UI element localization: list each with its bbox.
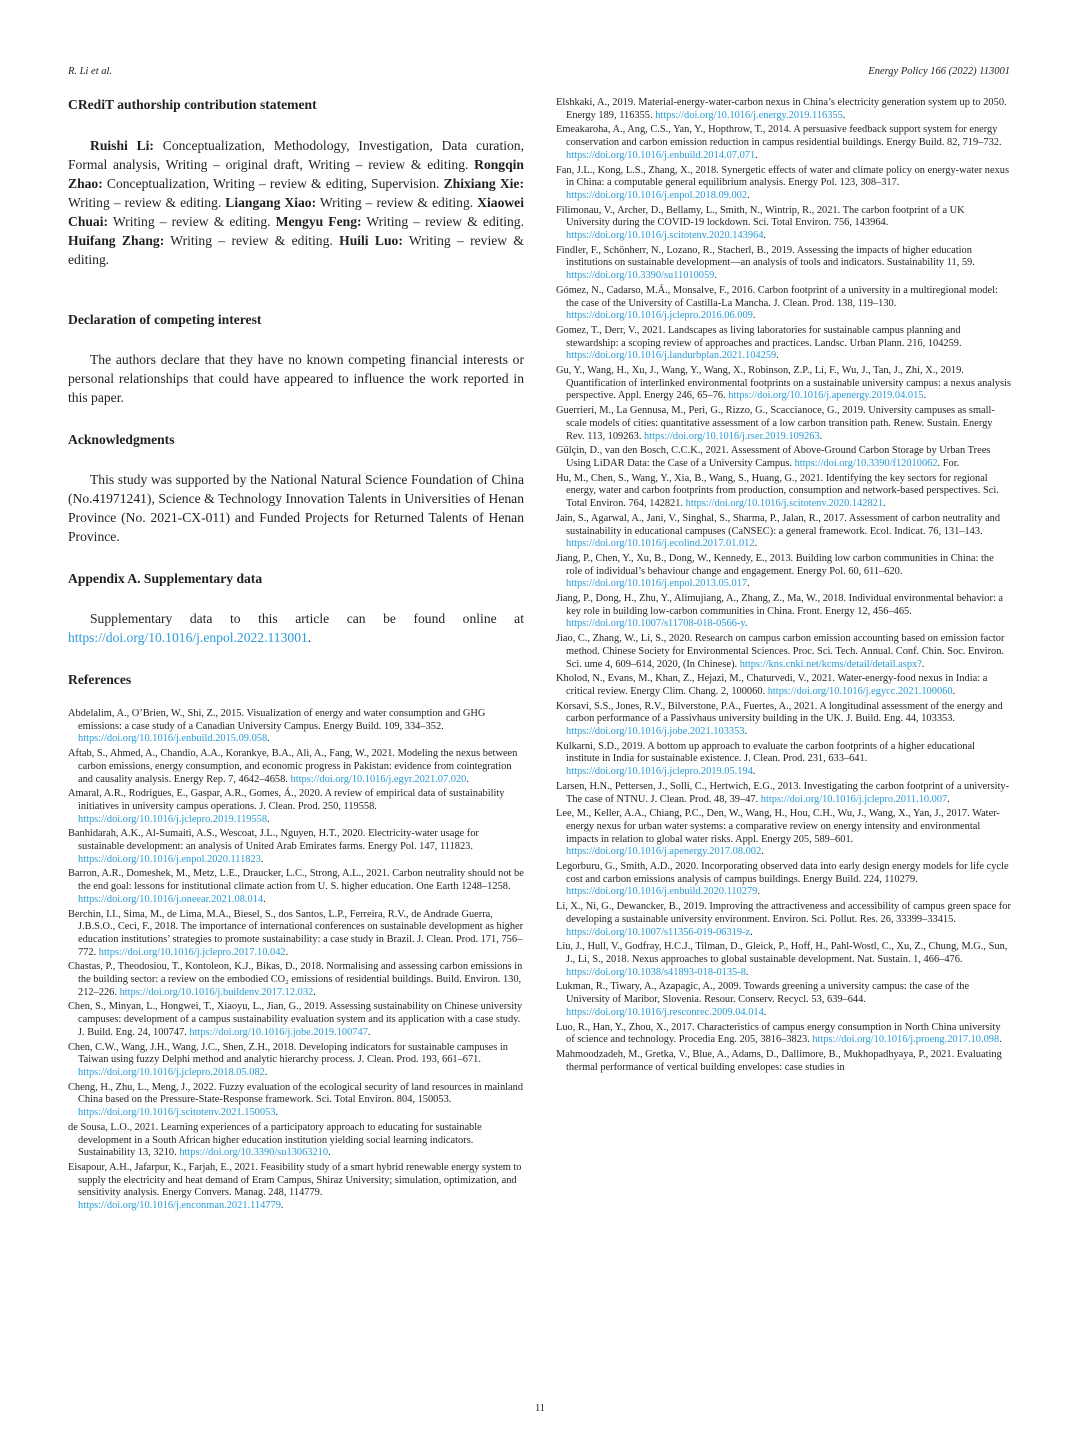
reference-end: . bbox=[763, 230, 767, 242]
reference-entry bbox=[68, 961, 524, 999]
reference-doi-link[interactable]: https://doi.org/10.1016/j.ecolind.2017.01.012 bbox=[566, 538, 755, 550]
reference-text: Elshkaki, A., 2019. Material-energy-water-carbon nexus in China’s electricity generation system up to 2050. Energy 189, 116355. bbox=[556, 97, 1007, 121]
reference-entry bbox=[556, 513, 1011, 551]
declaration-text: The authors declare that they have no known competing financial interests or personal relationships that could have appeared to influence the work reported in this paper. bbox=[68, 352, 524, 405]
reference-entry bbox=[556, 901, 1011, 939]
reference-doi-link[interactable]: https://doi.org/10.1007/s11356-019-06319-z bbox=[566, 926, 751, 938]
reference-entry bbox=[556, 1049, 1011, 1074]
reference-doi-link[interactable]: https://doi.org/10.3390/su11010059 bbox=[566, 270, 715, 282]
reference-doi-link[interactable]: https://doi.org/10.1016/j.buildenv.2017.12.032 bbox=[119, 986, 314, 998]
appendix-text-end: . bbox=[307, 630, 312, 645]
reference-end: . bbox=[367, 1026, 371, 1038]
reference-text: Gomez, T., Derr, V., 2021. Landscapes as living laboratories for sustainable campus planning and stewardship: a scoping review of approaches and practices. Landsc. Urban Plann. 216, 104259. bbox=[556, 324, 962, 349]
credit-author-name: Huili Luo: bbox=[339, 233, 403, 248]
reference-text: Banhidarah, A.K., Al-Sumaiti, A.S., Wescoat, J.L., Nguyen, H.T., 2020. Electricity-water usage for sustainable development: an analysis of United Arab Emirates farms. Energy Pol. 147, 111823. bbox=[68, 828, 479, 853]
reference-end: . bbox=[263, 893, 266, 905]
reference-doi-link[interactable]: https://doi.org/10.1007/s11708-018-0566-y bbox=[566, 618, 745, 630]
reference-entry bbox=[68, 828, 524, 866]
reference-entry bbox=[556, 941, 1011, 979]
reference-doi-link[interactable]: https://doi.org/10.1016/j.enbuild.2020.110279 bbox=[566, 886, 758, 898]
reference-end: . bbox=[947, 793, 950, 805]
reference-text: Korsavi, S.S., Jones, R.V., Bilverstone, P.A., Fuertes, A., 2021. A longitudinal assessment of the energy and carbon performance of a Passivhaus university building in the UK. J. Build. Eng. 44, 103353. bbox=[556, 700, 1003, 725]
reference-text: Luo, R., Han, Y., Zhou, X., 2017. Characteristics of campus energy consumption in North China university of science and technology. Procedia Eng. 205, 3816–3823. bbox=[556, 1021, 1001, 1046]
reference-text: Liu, J., Hull, V., Godfray, H.C.J., Tilman, D., Gleick, P., Hoff, H., Pahl-Wostl, C., Xu, Z., Chung, M.G., Sun, J., Li, S., 2018. Nexus approaches to global sustainable development. Nat. Sustain. 1, 466–476. bbox=[556, 941, 1008, 965]
page-number: 11 bbox=[534, 1403, 546, 1414]
reference-doi-link[interactable]: https://kns.cnki.net/kcms/detail/detail.aspx? bbox=[739, 658, 922, 670]
credit-author-roles: Writing – review & editing. bbox=[68, 195, 226, 210]
reference-text: Barron, A.R., Domeshek, M., Metz, L.E., Draucker, L.C., Strong, A.L., 2021. Carbon neutrality should not be the end goal: lessons for institutional climate action from U. S. higher education. One Earth 1248–1258. bbox=[68, 868, 524, 893]
credit-author-roles: Writing – review & editing. bbox=[164, 233, 340, 248]
reference-text: Jain, S., Agarwal, A., Jani, V., Singhal, S., Sharma, P., Jalan, R., 2017. Assessment of carbon neutrality and sustainability in educational campuses (CaNSEC): a general framework. Ecol. Indicat. 76, 131–143. bbox=[556, 512, 1001, 537]
supplementary-data-link[interactable]: https://doi.org/10.1016/j.enpol.2022.113001 bbox=[68, 630, 308, 645]
reference-end: . bbox=[757, 886, 760, 898]
reference-end: . bbox=[280, 1200, 284, 1212]
reference-end: . bbox=[267, 733, 270, 745]
credit-section bbox=[68, 96, 524, 269]
declaration-section bbox=[68, 311, 524, 407]
reference-entry bbox=[68, 788, 524, 826]
acknowledgments-section bbox=[68, 431, 524, 546]
reference-doi-link[interactable]: https://doi.org/10.1016/j.proeng.2017.10.098 bbox=[812, 1034, 1000, 1046]
reference-entry bbox=[556, 808, 1011, 859]
reference-entry bbox=[556, 97, 1011, 122]
reference-doi-link[interactable]: https://doi.org/10.1016/j.jobe.2019.100747 bbox=[189, 1026, 368, 1038]
running-header-authors: R. Li et al. bbox=[68, 66, 113, 77]
reference-end: . bbox=[921, 658, 925, 670]
reference-doi-link[interactable]: https://doi.org/10.1016/j.resconrec.2009.04.014 bbox=[566, 1006, 764, 1018]
credit-author-name: Huifang Zhang: bbox=[68, 233, 165, 248]
reference-entry bbox=[556, 405, 1011, 443]
reference-text: Jiao, C., Zhang, W., Li, S., 2020. Research on campus carbon emission accounting based on emission factor method. Chinese Society for Environmental Sciences. Proc. Sci. Tech. Annual. Conf. Chin. Soc. Environ. Sci. ume 4, 609–614, 2020, (In Chinese). bbox=[556, 633, 1005, 670]
reference-entry bbox=[68, 909, 524, 960]
reference-text: Berchin, I.I., Sima, M., de Lima, M.A., Biesel, S., dos Santos, L.P., Ferreira, R.V., de Andrade Guerra, J.B.S.O., Ceci, F., 2018. The importance of international conferences on sustainable development as higher education institutions’ strategies to promote sustainability: a case study in Brazil. J. Clean. Prod. 171, 756–772. bbox=[68, 908, 524, 958]
reference-entry bbox=[556, 553, 1011, 591]
reference-doi-link[interactable]: https://doi.org/10.1016/j.jclepro.2017.10.042 bbox=[98, 946, 286, 958]
reference-entry bbox=[556, 781, 1011, 806]
reference-end: . bbox=[313, 986, 316, 998]
reference-entry bbox=[556, 325, 1011, 363]
credit-author-name: Zhixiang Xie: bbox=[443, 176, 524, 191]
reference-end: . bbox=[466, 773, 469, 785]
reference-doi-link[interactable]: https://doi.org/10.1016/j.energy.2019.116355 bbox=[655, 109, 843, 121]
reference-text: Mahmoodzadeh, M., Gretka, V., Blue, A., Adams, D., Dallimore, B., Mukhopadhyaya, P., 2021. Evaluating thermal performance of vertical building envelopes: case studies in bbox=[556, 1048, 1002, 1073]
reference-end: . bbox=[275, 1107, 279, 1119]
reference-entry bbox=[556, 245, 1011, 283]
credit-author-roles: Conceptualization, Methodology, Investigation, Data curation, Formal analysis, Writing – original draft, Writing – review & editing. bbox=[68, 138, 524, 172]
reference-entry bbox=[68, 1122, 524, 1160]
reference-entry bbox=[556, 673, 1011, 698]
reference-text: Chen, S., Minyan, L., Hongwei, T., Xiaoyu, L., Jian, G., 2019. Assessing sustainability on Chinese university campuses: development of a campus sustainability evaluation system and its application with a case study. J. Build. Eng. 24, 100747. bbox=[68, 1001, 523, 1038]
reference-doi-link[interactable]: https://doi.org/10.1016/j.enbuild.2015.09.058 bbox=[78, 733, 268, 745]
reference-doi-link[interactable]: https://doi.org/10.1016/j.enpol.2018.09.002 bbox=[566, 189, 748, 201]
reference-end: . bbox=[842, 109, 846, 121]
reference-doi-link[interactable]: https://doi.org/10.1016/j.scitotenv.2020.142821 bbox=[685, 498, 884, 510]
left-column bbox=[68, 96, 524, 1215]
reference-end: . bbox=[752, 766, 756, 778]
reference-entry bbox=[556, 124, 1011, 162]
reference-doi-link[interactable]: https://doi.org/10.1016/j.jclepro.2018.05.082 bbox=[78, 1066, 265, 1078]
references-list-left bbox=[68, 708, 524, 1213]
credit-author-roles: Writing – review & editing. bbox=[361, 214, 525, 229]
reference-end: . bbox=[952, 685, 956, 697]
reference-entry bbox=[68, 868, 524, 906]
reference-end: . bbox=[819, 430, 823, 442]
reference-entry bbox=[556, 365, 1011, 403]
reference-doi-link[interactable]: https://doi.org/10.1016/j.jclepro.2011.10.007 bbox=[760, 793, 948, 805]
reference-end: . bbox=[755, 149, 758, 161]
reference-doi-link[interactable]: https://doi.org/10.1016/j.scitotenv.2021.150053 bbox=[78, 1107, 276, 1119]
reference-end: . bbox=[750, 926, 753, 938]
acknowledgments-heading: Acknowledgments bbox=[68, 432, 175, 447]
reference-end: . bbox=[714, 270, 717, 282]
reference-end: . bbox=[260, 853, 264, 865]
running-header-journal: Energy Policy 166 (2022) 113001 bbox=[868, 66, 1010, 77]
credit-author-name: Ruishi Li: bbox=[90, 138, 154, 153]
reference-doi-link[interactable]: https://doi.org/10.1016/j.enconman.2021.114779 bbox=[78, 1200, 281, 1212]
reference-doi-link[interactable]: https://doi.org/10.1016/j.jclepro.2019.119558 bbox=[78, 813, 268, 825]
reference-text: Hu, M., Chen, S., Wang, Y., Xia, B., Wang, S., Huang, G., 2021. Identifying the key sectors for regional energy, water and carbon footprints from production, consumption and network-based perspectives. Sci. Total Environ. 764, 142821. bbox=[556, 472, 999, 510]
reference-text: Gómez, N., Cadarso, M.Á., Monsalve, F., 2016. Carbon footprint of a university in a multiregional model: the case of the University of Castilla-La Mancha. J. Clean. Prod. 138, 119–130. bbox=[556, 284, 998, 309]
credit-author-name: Mengyu Feng: bbox=[275, 214, 362, 229]
reference-text: Emeakaroha, A., Ang, C.S., Yan, Y., Hopthrow, T., 2014. A persuasive feedback support system for energy conservation and carbon emission reduction in campus residential buildings. Energy Build. 82, 719–732. bbox=[556, 124, 1002, 149]
reference-end: . bbox=[328, 1147, 331, 1159]
reference-end: . bbox=[264, 1066, 268, 1078]
reference-doi-link[interactable]: https://doi.org/10.1016/j.enpol.2013.05.017 bbox=[566, 578, 748, 590]
acknowledgments-text: This study was supported by the National Natural Science Foundation of China (No.41971241), Science & Technology Innovation Talents in Universities of Henan Province (No. 2021-CX-011) and Funded Projects for Returned Talents of Henan Province. bbox=[68, 472, 524, 544]
reference-text: Findler, F., Schönherr, N., Lozano, R., Stacherl, B., 2019. Assessing the impacts of higher education institutions on sustainable development—an analysis of tools and indicators. Sustainability 11, 59. bbox=[556, 244, 975, 269]
reference-entry bbox=[68, 1162, 524, 1213]
reference-doi-link[interactable]: https://doi.org/10.1038/s41893-018-0135-8 bbox=[566, 966, 746, 978]
reference-text: Gu, Y., Wang, H., Xu, J., Wang, Y., Wang, X., Robinson, Z.P., Li, F., Wu, J., Tan, J., Zhi, X., 2019. Quantification of interlinked environmental footprints on a sustainable university campus: a nexus analysis perspective. Appl. Energy 246, 65–76. bbox=[556, 365, 1011, 402]
appendix-text bbox=[68, 609, 524, 647]
reference-doi-link[interactable]: https://doi.org/10.1016/j.enpol.2020.111823 bbox=[78, 853, 261, 865]
appendix-heading: Appendix A. Supplementary data bbox=[68, 571, 263, 586]
reference-end: . bbox=[744, 726, 748, 738]
reference-text: Cheng, H., Zhu, L., Meng, J., 2022. Fuzzy evaluation of the ecological security of land resources in mainland China based on the Pressure-State-Response framework. Sci. Total Environ. 804, 150053. bbox=[68, 1081, 524, 1106]
reference-doi-link[interactable]: https://doi.org/10.1016/j.enbuild.2014.07.071 bbox=[566, 149, 756, 161]
reference-doi-link[interactable]: https://doi.org/10.1016/j.scitotenv.2020.143964 bbox=[566, 230, 764, 242]
reference-doi-link[interactable]: https://doi.org/10.3390/f12010062 bbox=[794, 457, 938, 469]
reference-entry bbox=[68, 748, 524, 786]
reference-end: . bbox=[923, 390, 927, 402]
reference-text: Amaral, A.R., Rodrigues, E., Gaspar, A.R., Gomes, Á., 2020. A review of empirical data of sustainability initiatives in university campus operations. J. Clean. Prod. 250, 119558. bbox=[68, 788, 505, 812]
credit-author-roles: Conceptualization, Writing – review & editing, Supervision. bbox=[102, 176, 444, 191]
reference-entry bbox=[556, 593, 1011, 631]
reference-text: Lukman, R., Tiwary, A., Azapagic, A., 2009. Towards greening a university campus: the case of the University of Maribor, Slovenia. Resour. Conserv. Recycl. 53, 639–644. bbox=[556, 981, 970, 1006]
reference-entry bbox=[556, 701, 1011, 739]
credit-author-name: Xiaowei Chuai: bbox=[68, 195, 524, 229]
credit-author-roles: Writing – review & editing. bbox=[108, 214, 276, 229]
reference-text: Abdelalim, A., O’Brien, W., Shi, Z., 2015. Visualization of energy and water consumption and GHG emissions: a case study of a Canadian University Campus. Energy Build. 109, 334–352. bbox=[68, 708, 486, 732]
declaration-heading: Declaration of competing interest bbox=[68, 312, 262, 327]
reference-entry bbox=[556, 445, 1011, 470]
reference-entry bbox=[68, 1082, 524, 1120]
reference-entry bbox=[556, 633, 1011, 671]
reference-end: . bbox=[285, 946, 289, 958]
reference-text: Li, X., Ni, G., Dewancker, B., 2019. Improving the attractiveness and accessibility of campus green space for developing a sustainable university environment. Environ. Sci. Pollut. Res. 26, 33399–33415. bbox=[556, 901, 1011, 925]
reference-end: . bbox=[761, 846, 764, 858]
right-column bbox=[556, 97, 1011, 1076]
reference-text: Aftab, S., Ahmed, A., Chandio, A.A., Korankye, B.A., Ali, A., Fang, W., 2021. Modeling the nexus between carbon emissions, energy consumption, and economic progress in Pakistan: evidence from cointegration and causality analysis. Energy Rep. 7, 4642–4658. bbox=[68, 748, 518, 785]
reference-doi-link[interactable]: https://doi.org/10.1016/j.apenergy.2019.04.015 bbox=[728, 390, 924, 402]
reference-entry bbox=[556, 473, 1011, 511]
credit-heading: CRediT authorship contribution statement bbox=[68, 97, 317, 112]
reference-doi-link[interactable]: https://doi.org/10.1016/j.oneear.2021.08.014 bbox=[78, 893, 264, 905]
reference-end: . bbox=[883, 498, 886, 510]
credit-author-roles: Writing – review & editing. bbox=[68, 233, 524, 267]
reference-entry bbox=[556, 741, 1011, 779]
reference-text: Chastas, P., Theodosiou, T., Kontoleon, K.J., Bikas, D., 2018. Normalising and assessing carbon emissions in the building sector: a review on the embodied CO₂ emissions of residential buildings. Build. Environ. 130, 212–226. bbox=[68, 961, 523, 998]
credit-author-name: Rongqin Zhao: bbox=[68, 157, 524, 191]
reference-entry bbox=[68, 1042, 524, 1080]
appendix-section bbox=[68, 570, 524, 647]
reference-doi-link[interactable]: https://doi.org/10.1016/j.jclepro.2016.06.009 bbox=[566, 310, 753, 322]
reference-text: Jiang, P., Chen, Y., Xu, B., Dong, W., Kennedy, E., 2013. Building low carbon communities in China: the role of individual’s behaviour change and engagement. Energy Pol. 60, 611–620. bbox=[556, 552, 994, 577]
reference-text: Legorburu, G., Smith, A.D., 2020. Incorporating observed data into early design energy models for life cycle cost and carbon emissions analysis of campus buildings. Energy Build. 224, 110279. bbox=[556, 861, 1009, 885]
reference-doi-link[interactable]: https://doi.org/10.1016/j.rser.2019.109263 bbox=[644, 430, 820, 442]
reference-text: Kholod, N., Evans, M., Khan, Z., Hejazi, M., Chaturvedi, V., 2021. Water-energy-food nexus in India: a critical review. Energy Clim. Chang. 2, 100060. bbox=[556, 673, 988, 697]
reference-entry bbox=[556, 861, 1011, 899]
reference-entry bbox=[556, 205, 1011, 243]
reference-end: . For. bbox=[937, 457, 960, 469]
reference-doi-link[interactable]: https://doi.org/10.1016/j.jclepro.2019.05.194 bbox=[566, 766, 753, 778]
reference-end: . bbox=[776, 350, 779, 362]
reference-end: . bbox=[747, 578, 750, 590]
reference-entry bbox=[68, 1001, 524, 1039]
reference-text: Eisapour, A.H., Jafarpur, K., Farjah, E., 2021. Feasibility study of a smart hybrid renewable energy system to supply the electricity and heat demand of Eram Campus, Shiraz University; simulation, optimization, and sensitivity analysis. Energy Convers. Manag. 248, 114779. bbox=[68, 1161, 522, 1199]
appendix-text-lead: Supplementary data to this article can be found online at bbox=[90, 611, 524, 626]
reference-entry bbox=[556, 1022, 1011, 1047]
reference-end: . bbox=[267, 813, 270, 825]
reference-text: Chen, C.W., Wang, J.H., Wang, J.C., Shen, Z.H., 2018. Developing indicators for sustainable campuses in Taiwan using fuzzy Delphi method and analytic hierarchy process. J. Clean. Prod. 193, 661–671. bbox=[68, 1041, 508, 1066]
reference-end: . bbox=[747, 189, 750, 201]
credit-author-name: Liangang Xiao: bbox=[225, 195, 317, 210]
credit-author-roles: Writing – review & editing. bbox=[316, 195, 478, 210]
reference-text: Gülçin, D., van den Bosch, C.C.K., 2021. Assessment of Above-Ground Carbon Storage by Urban Trees Using LiDAR Data: the Case of a University Campus. bbox=[556, 445, 991, 469]
credit-statement bbox=[68, 136, 524, 269]
reference-end: . bbox=[754, 538, 758, 550]
reference-doi-link[interactable]: https://doi.org/10.1016/j.egyr.2021.07.020 bbox=[290, 773, 467, 785]
references-list-right bbox=[556, 97, 1011, 1074]
reference-end: . bbox=[752, 310, 756, 322]
reference-end: . bbox=[763, 1006, 767, 1018]
reference-doi-link[interactable]: https://doi.org/10.1016/j.jobe.2021.103353 bbox=[566, 726, 745, 738]
reference-text: de Sousa, L.O., 2021. Learning experiences of a participatory approach to educating for sustainable development in a South African higher education institution yielding social learning indicators. Sustainability 13, 3210. bbox=[68, 1121, 482, 1159]
reference-text: Fan, J.L., Kong, L.S., Zhang, X., 2018. Synergetic effects of water and climate policy on energy-water nexus in China: a computable general equilibrium analysis. Energy Pol. 123, 308–317. bbox=[556, 164, 1010, 189]
reference-end: . bbox=[745, 966, 749, 978]
references-section bbox=[68, 671, 524, 1213]
reference-entry bbox=[556, 165, 1011, 203]
reference-text: Lee, M., Keller, A.A., Chiang, P.C., Den, W., Wang, H., Hou, C.H., Wu, J., Wang, X., Yan, J., 2017. Water-energy nexus for urban water systems: a comparative review on energy intensity and environmental impacts in relation to global water risks. Appl. Energy 205, 589–601. bbox=[556, 808, 1000, 845]
references-heading: References bbox=[68, 672, 132, 687]
reference-text: Jiang, P., Dong, H., Zhu, Y., Alimujiang, A., Zhang, Z., Ma, W., 2018. Individual environmental behavior: a key role in building low-carbon communities in China. Front. Energy 12, 456–465. bbox=[556, 593, 1004, 617]
reference-doi-link[interactable]: https://doi.org/10.1016/j.apenergy.2017.08.002 bbox=[566, 846, 762, 858]
reference-doi-link[interactable]: https://doi.org/10.1016/j.egycc.2021.100060 bbox=[767, 685, 953, 697]
reference-doi-link[interactable]: https://doi.org/10.3390/su13063210 bbox=[179, 1147, 329, 1159]
reference-entry bbox=[556, 285, 1011, 323]
reference-end: . bbox=[744, 618, 748, 630]
reference-text: Kulkarni, S.D., 2019. A bottom up approach to evaluate the carbon footprints of a higher educational institute in India for sustainable existence. J. Clean. Prod. 231, 633–641. bbox=[556, 740, 975, 765]
reference-end: . bbox=[999, 1034, 1002, 1046]
reference-entry bbox=[68, 708, 524, 746]
reference-doi-link[interactable]: https://doi.org/10.1016/j.landurbplan.2021.104259 bbox=[566, 350, 777, 362]
reference-entry bbox=[556, 981, 1011, 1019]
reference-text: Filimonau, V., Archer, D., Bellamy, L., Smith, N., Wintrip, R., 2021. The carbon footprint of a UK University during the COVID-19 lockdown. Sci. Total Environ. 756, 143964. bbox=[556, 204, 965, 229]
reference-text: Guerrieri, M., La Gennusa, M., Peri, G., Rizzo, G., Scaccianoce, G., 2019. University campuses as small-scale models of cities: quantitative assessment of a low carbon transition path. Renew. Sustain. Energy Rev. 113, 109263. bbox=[556, 405, 995, 442]
reference-text: Larsen, H.N., Pettersen, J., Solli, C., Hertwich, E.G., 2013. Investigating the carbon footprint of a university-The case of NTNU. J. Clean. Prod. 48, 39–47. bbox=[556, 780, 1010, 805]
